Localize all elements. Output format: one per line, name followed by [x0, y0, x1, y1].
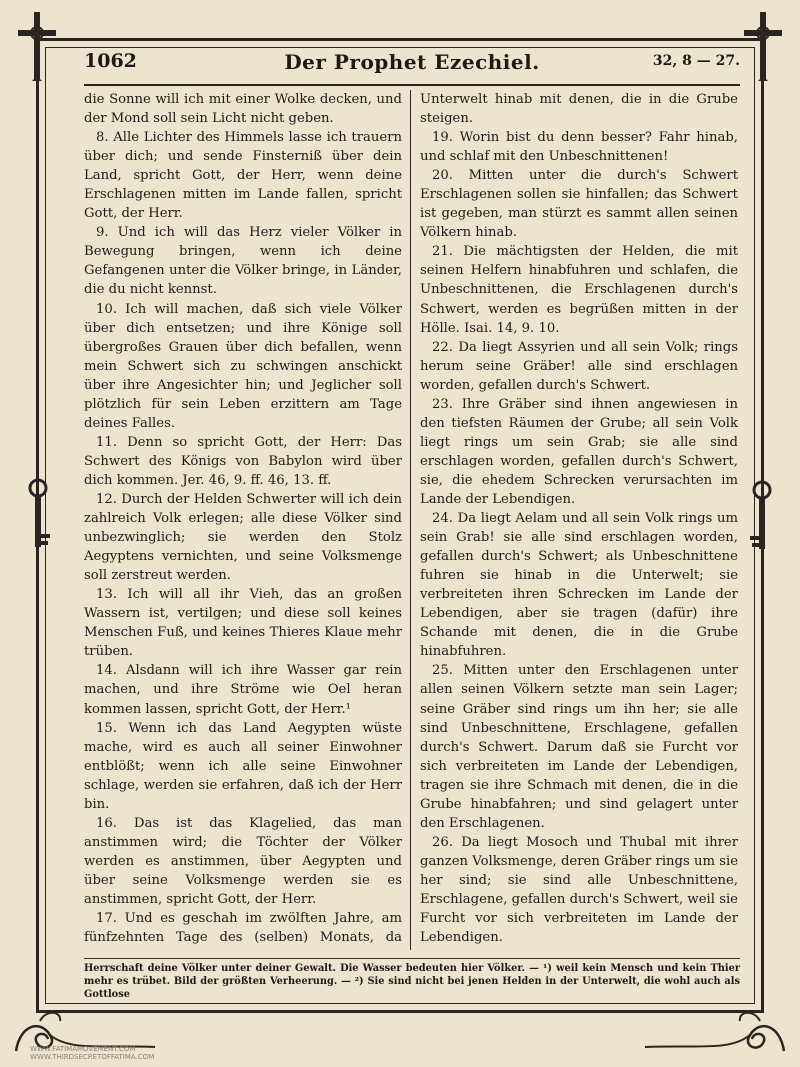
corner-scroll-ornament-icon: [640, 1005, 790, 1057]
verse-paragraph: 10. Ich will machen, daß sich viele Völker über dich entsetzen; und ihre Könige soll übergroßes Grauen über dich befallen, wenn mein Schwert sich zu schwingen anschickt über ihre Angesichter hin; und Jeglicher soll plötzlich für sein Leben erzittern am Tage deines Falles.: [84, 301, 402, 431]
right-text-column: [420, 90, 738, 950]
watermark-line: WWW.THIRDSECRETOFFATIMA.COM: [30, 1053, 155, 1061]
verse-paragraph: 20. Mitten unter die durch's Schwert Erschlagenen sollen sie hinfallen; das Schwert ist gegeben, man stürzt es sammt allen seinen Völkern hinab.: [420, 168, 738, 241]
column-divider: [410, 90, 411, 950]
verse-paragraph: 16. Das ist das Klagelied, das man anstimmen wird; die Töchter der Völker werden es anstimmen, über Aegypten und über seine Volksmenge werden sie es anstimmen, spricht Gott, der Herr.: [84, 815, 402, 907]
verse-paragraph: die Sonne will ich mit einer Wolke decken, und der Mond soll sein Licht nicht geben.: [84, 92, 402, 127]
left-text-column: [84, 90, 402, 950]
verse-paragraph: [420, 947, 738, 950]
verse-paragraph: 21. Die mächtigsten der Helden, die mit seinen Helfern hinabfuhren und schlafen, die Unbeschnittenen, die Erschlagenen durch's Schwert, werden es begrüßen mitten in der Hölle. Isai. 14, 9. 10.: [420, 244, 738, 336]
footnotes: [84, 962, 740, 1001]
verse-paragraph: 26. Da liegt Mosoch und Thubal mit ihrer ganzen Volksmenge, deren Gräber rings um sie her sind; sie sind alle Unbeschnittene, Erschlagene, gefallen durch's Schwert, weil sie Furcht vor sich verbreiteten im Lande der Lebendigen.: [420, 834, 738, 946]
chapter-verse-reference: 32, 8 — 27.: [652, 53, 740, 69]
footnote-separator: [84, 958, 740, 959]
verse-paragraph: 9. Und ich will das Herz vieler Völker in Bewegung bringen, wenn ich deine Gefangenen unter die Völker bringe, in Länder, die du nicht kennst.: [84, 225, 402, 298]
verse-paragraph: 8. Alle Lichter des Himmels lasse ich trauern über dich; und sende Finsterniß über dein Land, spricht Gott, der Herr, wenn deine Erschlagenen mitten im Lande fallen, spricht Gott, der Herr.: [84, 130, 402, 222]
verse-paragraph: 13. Ich will all ihr Vieh, das an großen Wassern ist, vertilgen; und diese soll keines Menschen Fuß, und keines Thieres Klaue mehr trüben.: [84, 587, 402, 660]
cross-ornament-icon: [14, 10, 60, 82]
running-header: [84, 44, 740, 86]
website-watermark: [30, 1045, 154, 1061]
verse-paragraph: 25. Mitten unter den Erschlagenen unter allen seinen Völkern setzte man sein Lager; seine Gräber sind rings um ihn her; sie alle sind Unbeschnittene, Erschlagene, gefallen durch's Schwert. Darum daß sie Furcht vor sich verbreiteten im Lande der Lebendigen, tragen sie ihre Schmach mit denen, die in die Grube hinabfahren; und sind gelagert unter den Erschlagenen.: [420, 663, 738, 831]
verse-paragraph: 19. Worin bist du denn besser? Fahr hinab, und schlaf mit den Unbeschnittenen!: [420, 130, 738, 165]
verse-paragraph: 14. Alsdann will ich ihre Wasser gar rein machen, und ihre Ströme wie Oel heran kommen lassen, spricht Gott, der Herr.¹: [84, 663, 402, 717]
verse-paragraph: 22. Da liegt Assyrien und all sein Volk; rings herum seine Gräber! alle sind erschlagen worden, gefallen durch's Schwert.: [420, 339, 738, 393]
verse-paragraph: 24. Da liegt Aelam und all sein Volk rings um sein Grab! sie alle sind erschlagen worden, gefallen durch's Schwert; als Unbeschnittene fuhren sie hinab in die Unterwelt; sie verbreiteten ihren Schrecken im Lande der Lebendigen, aber sie tragen (dafür) ihre Schande mit denen, die in die Grube hinabfuhren.: [420, 511, 738, 660]
verse-paragraph: 12. Durch der Helden Schwerter will ich dein zahlreich Volk erlegen; alle diese Völker sind unbezwinglich; sie werden den Stolz Aegyptens vernichten, und seine Volksmenge soll zerstreut werden.: [84, 491, 402, 584]
verse-paragraph: 17. Und es geschah im zwölften Jahre, am fünfzehnten Tage des (selben) Monats, da: [84, 911, 402, 946]
key-ornament-icon: [24, 478, 52, 554]
page-number: 1062: [84, 50, 137, 72]
footnote-text: Herrschaft deine Völker unter deiner Gewalt. Die Wasser bedeuten hier Völker. — ¹) weil kein Mensch und kein Thier mehr es trübet. Bild der größten Verheerung. — ²) Sie sind nicht bei jenen Helden in der Unterwelt, die wohl auch als Gottlose: [84, 963, 740, 1000]
verse-paragraph: 23. Ihre Gräber sind ihnen angewiesen in den tiefsten Räumen der Grube; all sein Volk liegt rings um sein Grab; sie alle sind erschlagen worden, gefallen durch's Schwert, sie, die ehedem Schrecken verursachten im Lande der Lebendigen.: [420, 396, 738, 507]
watermark-line: WWW.FATIMAMOVEMENT.COM: [30, 1045, 136, 1053]
running-title: Der Prophet Ezechiel.: [284, 50, 540, 74]
key-ornament-icon: [748, 480, 776, 556]
cross-ornament-icon: [740, 10, 786, 82]
verse-paragraph: 15. Wenn ich das Land Aegypten wüste mache, wird es auch all seiner Einwohner entblößt; wenn ich alle seine Einwohner schlage, werden sie erfahren, daß ich der Herr bin.: [84, 720, 402, 812]
verse-paragraph: 11. Denn so spricht Gott, der Herr: Das Schwert des Königs von Babylon wird über dich kommen. Jer. 46, 9. ff. 46, 13. ff.: [84, 434, 402, 488]
verse-paragraph: Unterwelt hinab mit denen, die in die Grube steigen.: [420, 92, 738, 127]
